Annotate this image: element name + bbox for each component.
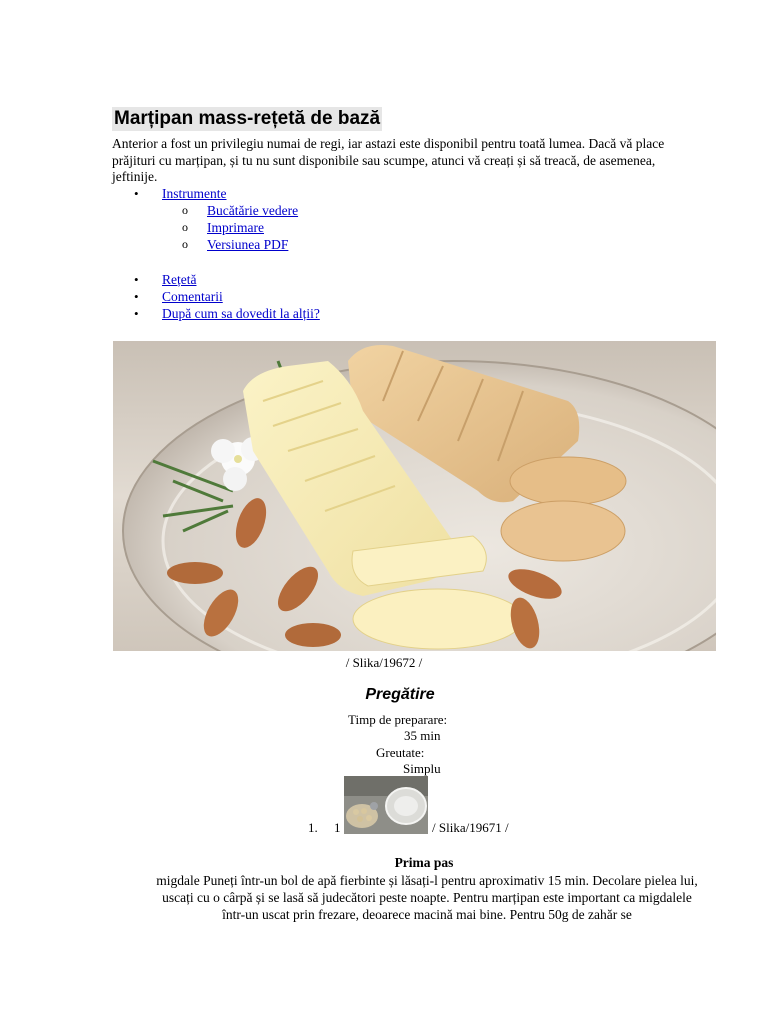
circle-bullet-icon: o [182,237,188,251]
step-body: migdale Puneți într-un bol de apă fierbinte și lăsați-l pentru aproximativ 15 min. Decolare pielea lui, uscați cu o cârpă și se lasă să judecători peste noapte. Pentru marțipan este important ca migdalele într-un uscat prin frezare, deoarece macină mai bine. Pentru 50g de zahăr se [156,873,698,922]
step-image-caption: / Slika/19671 / [432,820,509,835]
section-menu [112,271,512,322]
sub-item-pdf [112,236,512,253]
instruments-submenu [112,202,512,253]
almonds-in-bowl-photo [344,776,428,834]
prep-time-label: Timp de preparare: [348,712,448,727]
bullet-icon: • [134,272,139,287]
photo-caption: / Slika/19672 / [345,655,423,670]
recipe-link[interactable]: Rețetă [162,272,197,287]
circle-bullet-icon: o [182,220,188,234]
sub-item-kitchen-view [112,202,512,219]
instruments-link[interactable]: Instrumente [162,186,227,201]
kitchen-view-link[interactable]: Bucătărie vedere [207,203,299,218]
step-title: Prima pas [394,855,454,870]
sub-item-print [112,219,512,236]
difficulty-label: Greutate: [376,745,425,760]
bullet-icon: • [134,186,139,201]
nav-item-comments [112,288,512,305]
bullet-icon: • [134,306,139,321]
others-results-link[interactable]: După cum sa dovedit la alții? [162,306,320,321]
nav-item-instruments [112,185,512,202]
step-index: 1 [334,820,341,835]
pdf-version-link[interactable]: Versiunea PDF [207,237,289,252]
nav-item-recipe [112,271,512,288]
comments-link[interactable]: Comentarii [162,289,223,304]
step-1-row [308,776,568,836]
nav-item-others [112,305,512,322]
preparation-heading: Pregătire [365,686,435,703]
step-number: 1. [308,820,318,835]
marzipan-photo [113,341,716,651]
print-link[interactable]: Imprimare [207,220,264,235]
difficulty-value: Simplu [403,761,441,776]
intro-paragraph: Anterior a fost un privilegiu numai de regi, iar astazi este disponibil pentru toată lumea. Dacă vă place prăjituri cu marțipan, și tu nu sunt disponibile sau scumpe, atunci vă creați și să treacă, de asemenea, jeftinije. [112,136,665,184]
page-title: Marțipan mass-rețetă de bază [114,108,381,129]
circle-bullet-icon: o [182,203,188,217]
tools-menu [112,185,512,252]
prep-time-value: 35 min [404,728,441,743]
bullet-icon: • [134,289,139,304]
